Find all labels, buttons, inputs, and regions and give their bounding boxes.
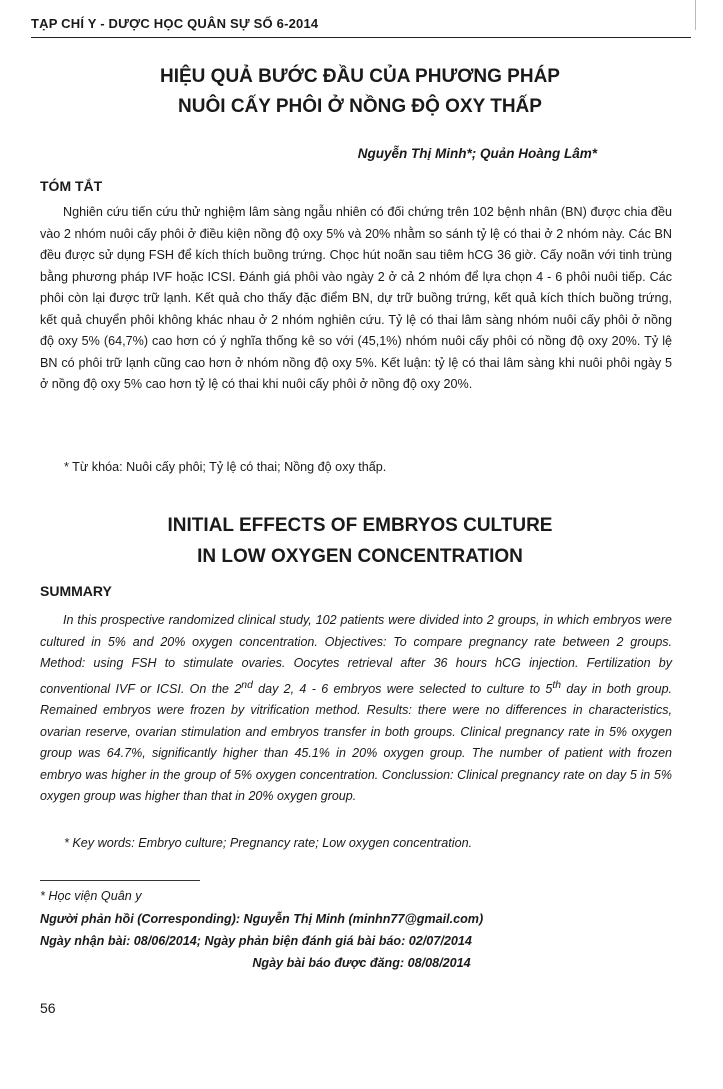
footnote-corresponding: Người phản hồi (Corresponding): Nguyễn Thị Minh (minhn77@gmail.com) [40,912,484,926]
running-header [31,16,691,38]
keywords-vn: * Từ khóa: Nuôi cấy phôi; Tỷ lệ có thai; Nồng độ oxy thấp. [64,460,387,474]
abstract-en-body [40,610,672,808]
footnote-affiliation: * Học viện Quân y [40,889,142,903]
article-title-english [40,510,680,572]
abstract-en-text-1: In this prospective randomized clinical study, 102 patients were divided into 2 groups, in which embryos were cultured in 5% and 20% oxygen concentration. Objectives: To compare pregnancy rate between 2 groups. Method: using FSH to stimulate ovaries. Oocytes retrieval after 36 hours hCG injection. Fertilization by conventional IVF or ICSI. On the 2 [40,613,672,696]
abstract-en-sup-nd: nd [241,679,253,691]
title-vn-line-2: NUÔI CẤY PHÔI Ở NỒNG ĐỘ OXY THẤP [178,96,542,117]
keywords-en: * Key words: Embryo culture; Pregnancy rate; Low oxygen concentration. [64,836,473,850]
abstract-en-sup-th: th [552,679,562,691]
title-en-line-1: INITIAL EFFECTS OF EMBRYOS CULTURE [167,515,553,536]
page-edge-mark [695,0,696,30]
footnote-received: Ngày nhận bài: 08/06/2014; Ngày phản biện đánh giá bài báo: 02/07/2014 [40,934,472,948]
authors: Nguyễn Thị Minh*; Quản Hoàng Lâm* [357,146,597,161]
abstract-en-text-2: day 2, 4 - 6 embryos were selected to culture to 5 [252,681,553,696]
abstract-en-text-3: day in both group. Remained embryos were frozen by vitrification method. Results: there were no differences in characteristics, ovarian reserve, ovarian stimulation and embryos transfer in both groups. Clinical pregnancy rate in 5% oxygen group was 64.7%, significantly higher than 45.1% in 20% oxygen group. The number of patient with frozen embryo was higher in the group of 5% oxygen concentration. Conclussion: Clinical pregnancy rate on day 5 in 5% oxygen group was higher than that in 20% oxygen group. [40,681,672,804]
title-vn-line-1: HIỆU QUẢ BƯỚC ĐẦU CỦA PHƯƠNG PHÁP [160,66,560,87]
abstract-en-heading: SUMMARY [40,583,112,599]
footnote-rule [40,880,200,881]
page-number: 56 [40,1000,56,1016]
journal-title: TẠP CHÍ Y - DƯỢC HỌC QUÂN SỰ SỐ 6-2014 [31,16,319,31]
article-title-vietnamese [40,62,680,122]
title-en-line-2: IN LOW OXYGEN CONCENTRATION [197,546,523,567]
footnote-published: Ngày bài báo được đăng: 08/08/2014 [252,956,471,970]
abstract-vn-heading: TÓM TẮT [40,178,103,194]
abstract-vn-body: Nghiên cứu tiến cứu thử nghiệm lâm sàng ngẫu nhiên có đối chứng trên 102 bệnh nhân (BN) được chia đều vào 2 nhóm nuôi cấy phôi ở điều kiện nồng độ oxy 5% và 20% nhằm so sánh tỷ lệ có thai ở 2 nhóm này. Các BN đều được sử dụng FSH để kích thích buồng trứng. Chọc hút noãn sau tiêm hCG 36 giờ. Cấy noãn với tinh trùng bằng phương pháp IVF hoặc ICSI. Đánh giá phôi vào ngày 2 ở cả 2 nhóm để lựa chọn 4 - 6 phôi nuôi tiếp. Các phôi còn lại được trữ lạnh. Kết quả cho thấy đặc điểm BN, dự trữ buồng trứng, kết quả kích thích buồng trứng, kết quả chuyển phôi không khác nhau ở 2 nhóm nghiên cứu. Tỷ lệ có thai lâm sàng nhóm nuôi cấy phôi ở nồng độ oxy 5% (64,7%) cao hơn có ý nghĩa thống kê so với (45,1%) nhóm nuôi cấy phôi có nồng độ oxy 20%. Tỷ lệ BN có phôi trữ lạnh cũng cao hơn ở nhóm nồng độ oxy 5%. Kết luận: tỷ lệ có thai lâm sàng khi nuôi phôi ngày 5 ở nồng độ oxy 5% cao hơn tỷ lệ có thai khi nuôi cấy phôi ở nồng độ oxy 20%. [40,205,672,391]
